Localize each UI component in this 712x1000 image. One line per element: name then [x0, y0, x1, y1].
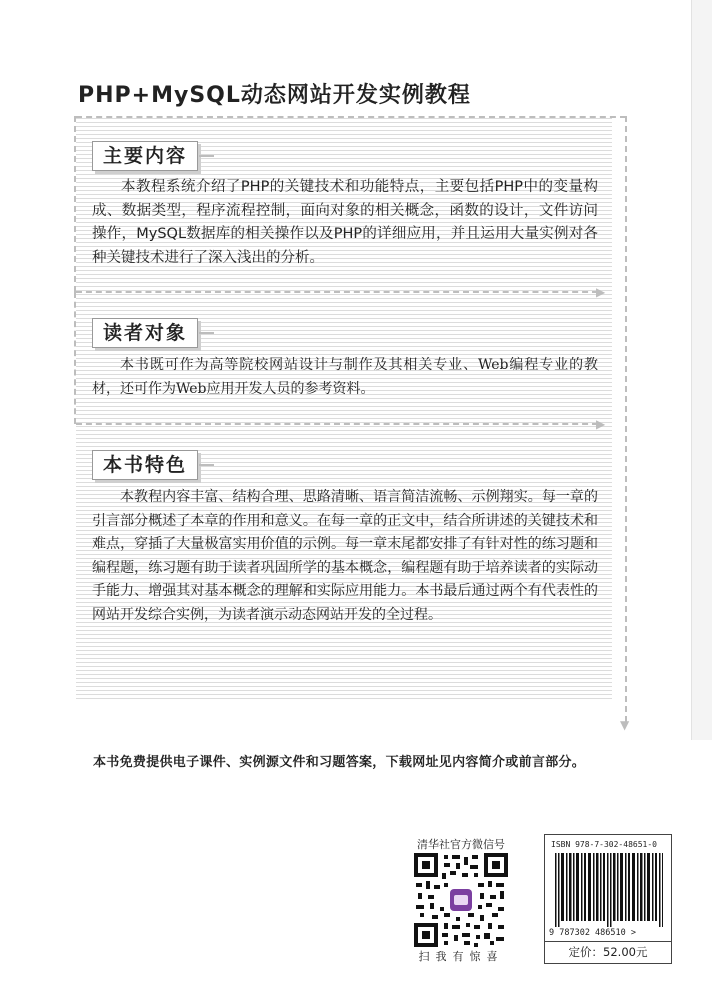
section-heading-features: 本书特色	[92, 450, 198, 480]
isbn-text: ISBN 978-7-302-48651-0	[551, 840, 657, 849]
price-label: 定价：52.00元	[545, 941, 671, 963]
wechat-qr-code	[414, 853, 508, 947]
section-body-features: 本教程内容丰富、结构合理、思路清晰、语言简洁流畅、示例翔实。每一章的引言部分概述了本章的作用和意义。在每一章的正文中，结合所讲述的关键技术和难点，穿插了大量极富实用价值的示例。每一章末尾都安排了有针对性的练习题和编程题，练习题有助于读者巩固所学的基本概念，编程题有助于培养读者的实际动手能力、增强其对基本概念的理解和实际应用能力。本书最后通过两个有代表性的网站开发综合实例，为读者演示动态网站开发的全过程。	[92, 489, 598, 623]
isbn-barcode-box	[544, 834, 672, 964]
section-body-readers: 本书既可作为高等院校网站设计与制作及其相关专业、Web编程专业的教材，还可作为Web应用开发人员的参考资料。	[92, 357, 598, 397]
page-edge-stripe	[691, 0, 712, 740]
arrow-right-icon: ▶	[596, 285, 606, 299]
separator-dashed-line-1	[76, 291, 598, 293]
top-dashed-line	[76, 116, 626, 118]
barcode-digits: 9 787302 486510 >	[549, 928, 636, 938]
section-heading-main-content: 主要内容	[92, 141, 198, 171]
left-dashed-line-1	[74, 116, 76, 292]
download-note: 本书免费提供电子课件、实例源文件和习题答案，下载网址见内容简介或前言部分。	[93, 755, 586, 770]
left-dashed-line-2	[74, 292, 76, 424]
book-title: PHP+MySQL动态网站开发实例教程	[78, 83, 471, 108]
separator-dashed-line-2	[76, 423, 598, 425]
wechat-caption: 扫我有惊喜	[418, 950, 504, 963]
arrow-down-icon: ▼	[620, 718, 630, 732]
right-dashed-line	[625, 116, 627, 722]
wechat-label: 清华社官方微信号	[417, 838, 505, 851]
arrow-right-icon: ▶	[596, 417, 606, 431]
barcode-bars	[555, 853, 663, 927]
section-body-main-content: 本教程系统介绍了PHP的关键技术和功能特点，主要包括PHP中的变量构成、数据类型，程序流程控制，面向对象的相关概念，函数的设计，文件访问操作，MySQL数据库的相关操作以及PHP的详细应用，并且运用大量实例对各种关键技术进行了深入浅出的分析。	[92, 179, 598, 266]
section-heading-readers: 读者对象	[92, 318, 198, 348]
